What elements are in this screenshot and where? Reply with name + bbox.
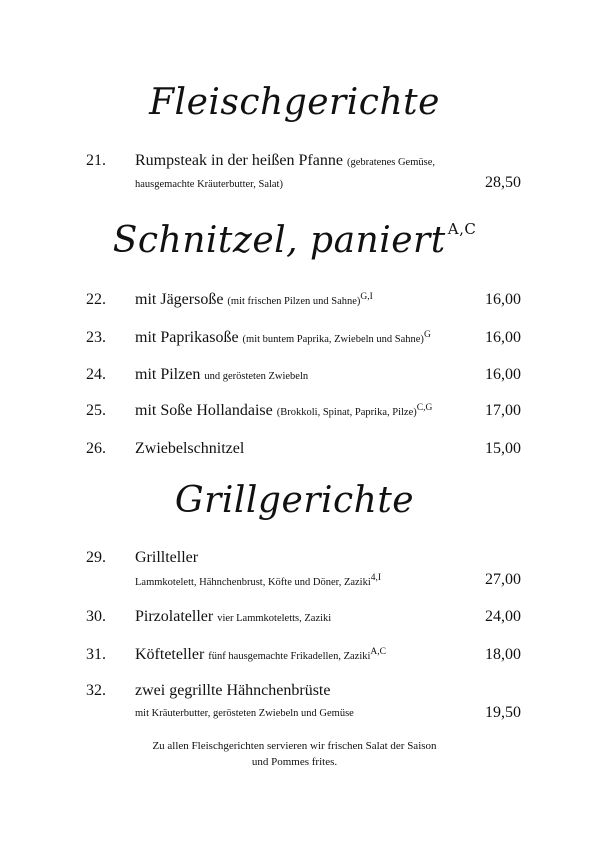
item-description: (mit buntem Paprika, Zwiebeln und Sahne): [242, 334, 424, 345]
section-allergens: A,C: [447, 220, 477, 238]
item-allergens: C,G: [416, 403, 433, 413]
item-price: 28,50: [485, 174, 521, 191]
item-price: 19,50: [485, 704, 521, 721]
item-price: 27,00: [485, 571, 521, 588]
item-name: mit Pilzen und gerösteten Zwiebeln: [135, 366, 309, 383]
item-name: mit Jägersoße (mit frischen Pilzen und Sahne)$^{G,I}$: [135, 291, 373, 308]
item-price: 15,00: [485, 440, 521, 457]
item-allergens: 4,I: [370, 573, 382, 583]
item-number: 29.: [86, 549, 106, 566]
item-number: 30.: [86, 608, 106, 625]
section-title-fleischgerichte: Fleischgerichte: [149, 82, 440, 123]
item-description: (gebratenes Gemüse,: [346, 157, 435, 168]
item-number: 32.: [86, 682, 106, 699]
item-description: und gerösteten Zwiebeln: [204, 371, 309, 382]
item-price: 16,00: [485, 291, 521, 308]
item-description: fünf hausgemachte Frikadellen, Zaziki: [208, 651, 371, 662]
item-name: zwei gegrillte Hähnchenbrüste: [135, 682, 331, 699]
item-name: mit Paprikasoße (mit buntem Paprika, Zwiebeln und Sahne)$^G$: [135, 329, 431, 346]
item-description-line2: hausgemachte Kräuterbutter, Salat): [135, 179, 283, 190]
item-name: Grillteller: [135, 549, 199, 566]
item-price: 17,00: [485, 402, 521, 419]
item-name: Zwiebelschnitzel: [135, 440, 245, 457]
item-description: mit Kräuterbutter, gerösteten Zwiebeln und Gemüse: [135, 708, 354, 719]
item-allergens: G,I: [360, 292, 373, 302]
item-number: 22.: [86, 291, 106, 308]
item-description: (mit frischen Pilzen und Sahne): [227, 296, 361, 307]
item-price: 16,00: [485, 366, 521, 383]
footer-line-2: und Pommes frites.: [251, 756, 338, 768]
item-name: Rumpsteak in der heißen Pfanne (gebratenes Gemüse,: [135, 152, 435, 169]
item-name: Köfteteller fünf hausgemachte Frikadellen, Zaziki$^{A,C}$: [135, 646, 386, 663]
item-allergens: A,C: [370, 647, 386, 657]
footer-line-1: Zu allen Fleischgerichten servieren wir frischen Salat der Saison: [152, 740, 437, 752]
item-number: 21.: [86, 152, 106, 169]
item-price: 16,00: [485, 329, 521, 346]
item-name: mit Soße Hollandaise (Brokkoli, Spinat, Paprika, Pilze)$^{C,G}$: [135, 402, 433, 419]
item-number: 23.: [86, 329, 106, 346]
item-description: Lammkotelett, Hähnchenbrust, Köfte und Döner, Zaziki$^{4,I}$: [135, 573, 382, 588]
item-price: 18,00: [485, 646, 521, 663]
item-allergens: G: [423, 330, 431, 340]
item-description: vier Lammkoteletts, Zaziki: [217, 613, 332, 624]
item-number: 25.: [86, 402, 106, 419]
item-name: Pirzolateller vier Lammkoteletts, Zaziki: [135, 608, 332, 625]
item-number: 24.: [86, 366, 106, 383]
item-number: 31.: [86, 646, 106, 663]
section-title-grillgerichte: Grillgerichte: [174, 480, 415, 521]
item-number: 26.: [86, 440, 106, 457]
item-description: (Brokkoli, Spinat, Paprika, Pilze): [276, 407, 417, 418]
section-title-schnitzel: Schnitzel, paniert $^{A,C}$: [112, 220, 477, 261]
footer-note: [0, 738, 589, 770]
item-price: 24,00: [485, 608, 521, 625]
